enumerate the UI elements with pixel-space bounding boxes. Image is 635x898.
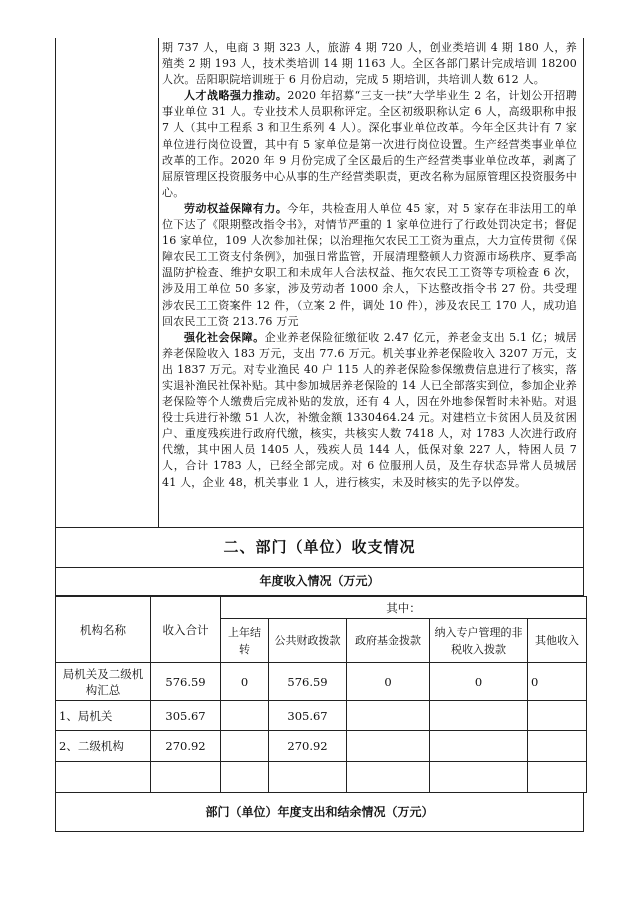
col-header-of-which: 其中：: [221, 597, 587, 619]
table-row: [56, 663, 587, 701]
expense-table-title: 部门（单位）年度支出和结余情况（万元）: [55, 793, 584, 832]
table-row: [56, 701, 587, 731]
row-total: 270.92: [151, 731, 221, 762]
row-name: [56, 762, 151, 793]
paragraph-talent: [162, 88, 577, 201]
document-page: [55, 38, 584, 832]
table-row: [56, 762, 587, 793]
cell-gov-fund: [347, 762, 430, 793]
cell-public-finance: [269, 762, 347, 793]
paragraph-training: 期 737 人，电商 3 期 323 人，旅游 4 期 720 人，创业类培训 4 期 180 人，养殖类 2 期 193 人，技术类培训 14 期 1163 人。全区各部门累计完成培训 18200 人次。岳阳职院培训班于 6 月份启动，完成 5 期培训，共培训人数 612 人。: [162, 41, 577, 87]
work-summary-text: [162, 40, 577, 491]
cell-public-finance: 576.59: [269, 663, 347, 701]
col-header-nontax: 纳入专户管理的非税收入拨款: [430, 619, 528, 663]
col-header-total: 收入合计: [151, 597, 221, 663]
row-name: 2、二级机构: [56, 731, 151, 762]
paragraph-labor-body: 今年，共检查用人单位 45 家，对 5 家存在非法用工的单位下达了《限期整改指令书》，对情节严重的 1 家单位进行了行政处罚决定书；督促 16 家单位，109 人次参加社保；以治理拖欠农民工工资为重点，大力宣传贯彻《保障农民工工资支付条例》，加强日常监管，开展清理整顿人力资源市场秩序、夏季高温防护检查、维护女职工和未成年人合法权益、拖欠农民工工资等专项检查 6 次，涉及用工单位 50 多家，涉及劳动者 1000 余人，下达整改指令书 27 份。共受理涉农民工工资案件 12 件，（立案 2 件，调处 10 件），涉及农民工 170 人，成功追回农民工工资 213.76 万元: [162, 201, 577, 328]
row-total: [151, 762, 221, 793]
cell-carryover: [221, 762, 269, 793]
paragraph-social-heading: 强化社会保障。: [184, 330, 265, 344]
cell-public-finance: 305.67: [269, 701, 347, 731]
cell-gov-fund: 0: [347, 663, 430, 701]
col-header-name: 机构名称: [56, 597, 151, 663]
cell-carryover: [221, 731, 269, 762]
cell-other: [528, 701, 587, 731]
column-divider: [158, 38, 159, 527]
section-title: 二、部门（单位）收支情况: [55, 528, 584, 568]
paragraph-labor-heading: 劳动权益保障有力。: [184, 201, 288, 215]
cell-other: 0: [528, 663, 587, 701]
income-table: [55, 596, 587, 793]
cell-carryover: [221, 701, 269, 731]
col-header-public-finance: 公共财政拨款: [269, 619, 347, 663]
cell-other: [528, 762, 587, 793]
income-header-row: [56, 597, 587, 619]
paragraph-labor-rights: [162, 201, 577, 330]
cell-carryover: 0: [221, 663, 269, 701]
col-header-other: 其他收入: [528, 619, 587, 663]
cell-other: [528, 731, 587, 762]
paragraph-talent-body: 2020 年招募“三支一扶”大学毕业生 2 名，计划公开招聘事业单位 31 人。专业技术人员职称评定。全区初级职称认定 6 人，高级职称申报 7 人（其中工程系 3 和卫生系列 4 人）。深化事业单位改革。今年全区共计有 7 家单位进行岗位设置，其中有 5 家单位是第一次进行岗位设置。生产经营类事业单位改革的工作。2020 年 9 月份完成了全区最后的生产经营类事业单位改革，剥离了屈原管理区投资服务中心从事的生产经营类职责，更改名称为屈原管理区投资服务中心。: [162, 89, 577, 199]
paragraph-talent-heading: 人才战略强力推动。: [184, 89, 288, 103]
table-row: [56, 731, 587, 762]
row-total: 576.59: [151, 663, 221, 701]
row-total: 305.67: [151, 701, 221, 731]
cell-nontax: [430, 762, 528, 793]
income-table-title: 年度收入情况（万元）: [55, 568, 584, 596]
row-name: 局机关及二级机构汇总: [56, 663, 151, 701]
cell-nontax: 0: [430, 663, 528, 701]
row-name: 1、局机关: [56, 701, 151, 731]
paragraph-social-body: 企业养老保险征缴征收 2.47 亿元，养老金支出 5.1 亿；城居养老保险收入 183 万元，支出 77.6 万元。机关事业养老保险收入 3207 万元，支出 1837 万元。对专业渔民 40 户 115 人的养老保险参保缴费信息进行了核实，落实退补渔民社保补贴。其中参加城居养老保险的 14 人已全部落实到位，参加企业养老保险等个人缴费后完成补贴的发放，还有 4 人，因在外地参保暂时未补贴。对退役士兵进行补缴 51 人次，补缴金额 1330464.24 元。对建档立卡贫困人员及贫困户、重度残疾进行政府代缴，核实，共核实人数 7418 人，对 1783 人次进行政府代缴，其中困人员 1405 人，残疾人员 144 人，低保对象 227 人，特困人员 7 人，合计 1783 人，已经全部完成。对 6 位服刑人员，及生存状态异常人员城居 41 人，企业 48，机关事业 1 人，进行核实，未及时核实的先予以停发。: [162, 330, 577, 489]
cell-gov-fund: [347, 701, 430, 731]
col-header-gov-fund: 政府基金拨款: [347, 619, 430, 663]
cell-nontax: [430, 701, 528, 731]
col-header-carryover: 上年结转: [221, 619, 269, 663]
cell-gov-fund: [347, 731, 430, 762]
paragraph-social-security: [162, 330, 577, 491]
cell-nontax: [430, 731, 528, 762]
work-summary-cell: [55, 38, 584, 528]
cell-public-finance: 270.92: [269, 731, 347, 762]
